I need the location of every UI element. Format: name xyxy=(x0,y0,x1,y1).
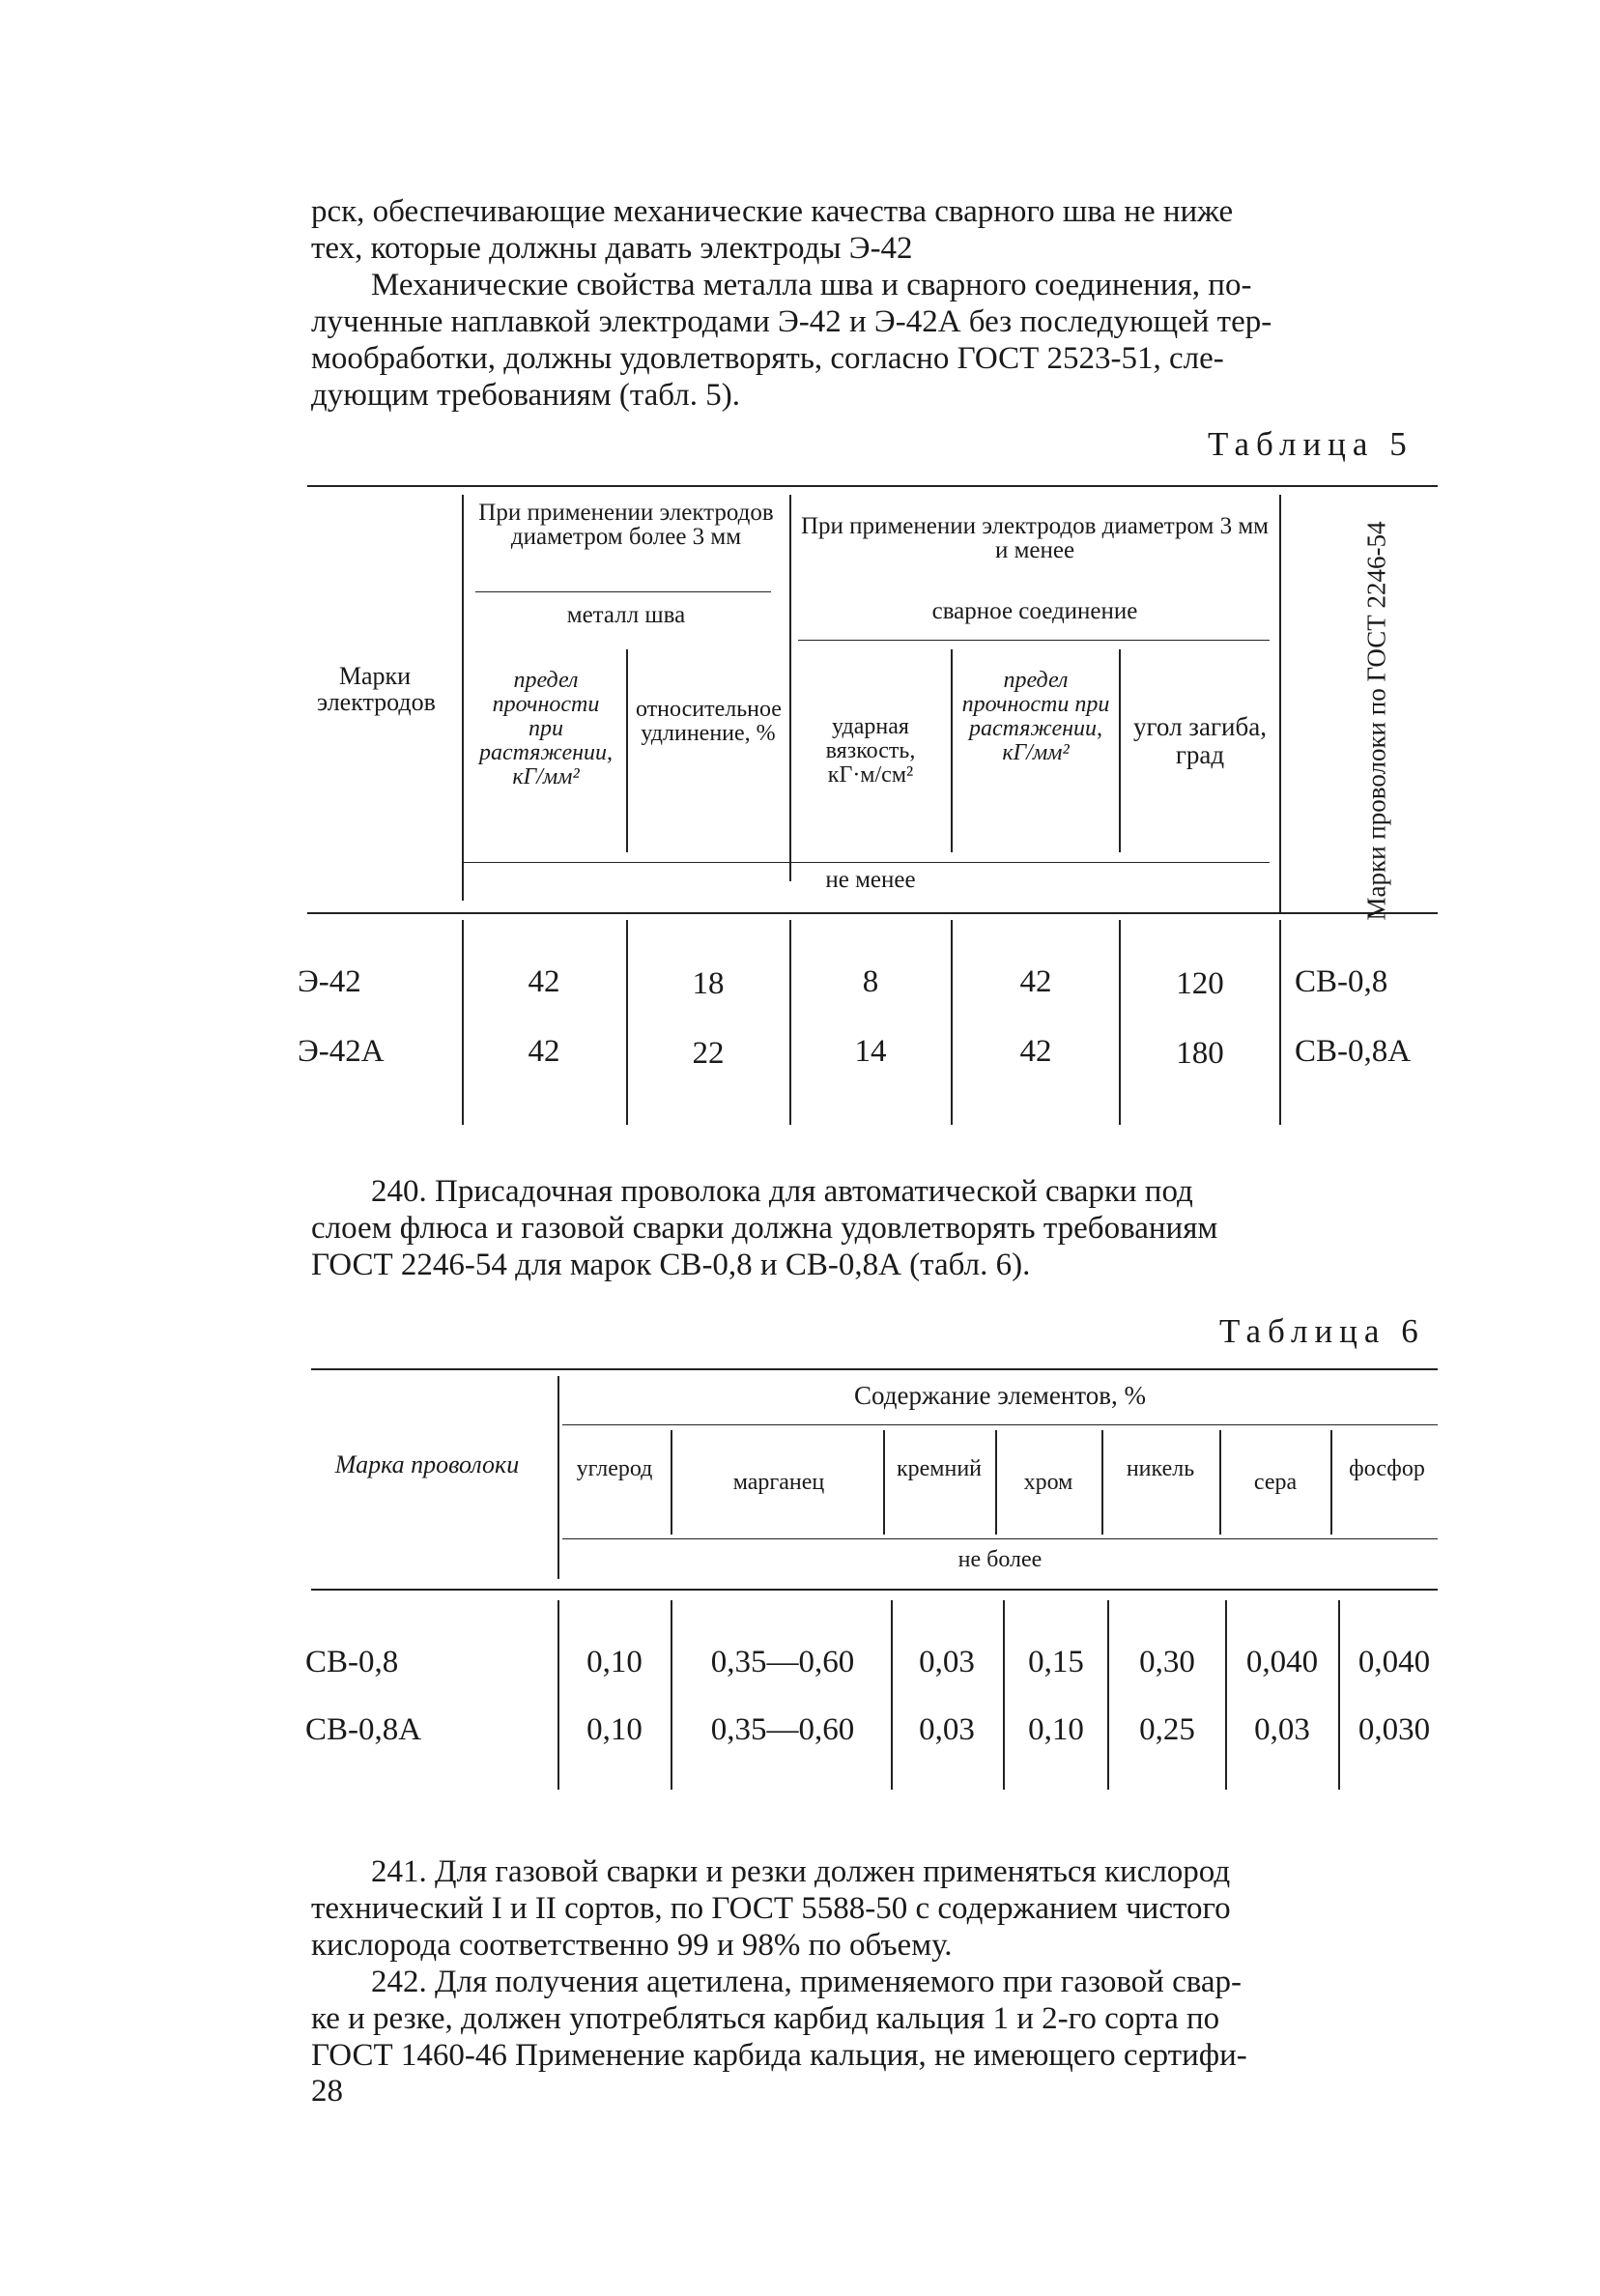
paragraph-line: 241. Для газовой сварки и резки должен применяться кислород xyxy=(371,1854,1231,1889)
paragraph-line: лученные наплавкой электродами Э-42 и Э-42А без последующей тер- xyxy=(311,304,1272,339)
table5-cell: 8 xyxy=(862,964,879,999)
paragraph-line: технический I и II сортов, по ГОСТ 5588-50 с содержанием чистого xyxy=(311,1891,1231,1926)
table6-cell: 0,040 xyxy=(1245,1645,1319,1679)
table6-cell: 0,03 xyxy=(919,1712,975,1747)
table6-cell: 0,25 xyxy=(1139,1712,1195,1747)
table6-header-nickel: никель xyxy=(1126,1456,1195,1481)
paragraph-line: дующим требованиям (табл. 5). xyxy=(311,378,740,413)
table6-header-sulfur: сера xyxy=(1253,1470,1298,1495)
table5-cell: 180 xyxy=(1176,1036,1224,1071)
table5-header-strength2: предел прочности при растяжении, кГ/мм² xyxy=(961,668,1110,765)
table6-cell: 0,35—0,60 xyxy=(710,1712,855,1747)
table6-header-carbon: углерод xyxy=(576,1456,653,1481)
paragraph-line: 242. Для получения ацетилена, применяемого при газовой свар- xyxy=(371,1965,1243,1999)
page-number: 28 xyxy=(311,2074,343,2109)
paragraph-line: кислорода соответственно 99 и 98% по объему. xyxy=(311,1928,953,1963)
table6-cell: 0,10 xyxy=(1028,1712,1084,1747)
table5-header-mark: Марки электродов xyxy=(317,662,436,716)
table5-cell: СВ-0,8А xyxy=(1295,1034,1412,1069)
table6-header-phosphorus: фосфор xyxy=(1349,1456,1425,1481)
table6-cell: 0,10 xyxy=(586,1712,643,1747)
table6-cell: 0,30 xyxy=(1139,1645,1195,1679)
paragraph-line: слоем флюса и газовой сварки должна удовлетворять требованиям xyxy=(311,1211,1218,1246)
table6-header-group: Содержание элементов, % xyxy=(854,1381,1146,1410)
table5-min-label: не менее xyxy=(825,867,916,893)
table5-cell: 42 xyxy=(1019,1034,1052,1069)
table5-cell: Э-42А xyxy=(298,1034,385,1069)
table6-cell: 0,040 xyxy=(1357,1645,1431,1679)
table6-cell: 0,03 xyxy=(919,1645,975,1679)
table5-cell: 120 xyxy=(1176,966,1224,1001)
table5-cell: 14 xyxy=(854,1034,887,1069)
paragraph-line: мообработки, должны удовлетворять, согласно ГОСТ 2523-51, сле- xyxy=(311,341,1224,376)
table5-cell: 42 xyxy=(528,964,560,999)
table6-cell: 0,03 xyxy=(1254,1712,1310,1747)
table5-header-elongation: относительное удлинение, % xyxy=(636,697,782,746)
table5-header-sub1: металл шва xyxy=(566,602,686,628)
table5-cell: 18 xyxy=(692,966,725,1001)
table5-caption: Таблица 5 xyxy=(1208,425,1414,463)
table5-header-sub2: сварное соединение xyxy=(931,598,1138,624)
table6-cell: 0,15 xyxy=(1028,1645,1084,1679)
table5-header-angle: угол загиба, град xyxy=(1133,712,1267,769)
table6-cell: 0,35—0,60 xyxy=(710,1645,855,1679)
paragraph-intro-line: рск, обеспечивающие механические качества сварного шва не ниже xyxy=(311,194,1234,229)
table6-cell: 0,10 xyxy=(586,1645,643,1679)
table5-cell: 22 xyxy=(692,1036,725,1071)
paragraph-line: Механические свойства металла шва и сварного соединения, по- xyxy=(371,268,1252,302)
table5-header-group2: При применении электродов диаметром 3 мм и менее xyxy=(801,513,1269,563)
table6-header-mark: Марка проволоки xyxy=(334,1450,520,1478)
table6-cell: СВ-0,8А xyxy=(305,1712,422,1747)
table6-caption: Таблица 6 xyxy=(1219,1312,1425,1350)
table6-header-chromium: хром xyxy=(1023,1470,1073,1495)
paragraph-line: ГОСТ 2246-54 для марок СВ-0,8 и СВ-0,8А (табл. 6). xyxy=(311,1248,1031,1282)
table5-cell: 42 xyxy=(528,1034,560,1069)
table5-cell: СВ-0,8 xyxy=(1295,964,1388,999)
table5-header-impact: ударная вязкость, кГ·м/см² xyxy=(825,714,916,788)
paragraph-line: ГОСТ 1460-46 Применение карбида кальция, не имеющего сертифи- xyxy=(311,2038,1247,2073)
table5-header-group1: При применении электродов диаметром более 3 мм xyxy=(478,500,774,550)
table5-header-strength1: предел прочности при растяжении, кГ/мм² xyxy=(479,668,613,789)
table5-cell: Э-42 xyxy=(298,964,361,999)
table6-cell: СВ-0,8 xyxy=(305,1645,399,1679)
table6-max-label: не более xyxy=(957,1547,1043,1572)
paragraph-intro-line: тех, которые должны давать электроды Э-42 xyxy=(311,231,913,266)
table6-header-silicon: кремний xyxy=(896,1456,983,1481)
paragraph-line: ке и резке, должен употребляться карбид кальция 1 и 2-го сорта по xyxy=(311,2001,1220,2036)
table5-header-wire: Марки проволоки по ГОСТ 2246-54 xyxy=(1361,521,1391,921)
table6-header-manganese: марганец xyxy=(732,1470,825,1495)
table5-cell: 42 xyxy=(1019,964,1052,999)
paragraph-line: 240. Присадочная проволока для автоматической сварки под xyxy=(371,1174,1193,1209)
table6-cell: 0,030 xyxy=(1357,1712,1431,1747)
